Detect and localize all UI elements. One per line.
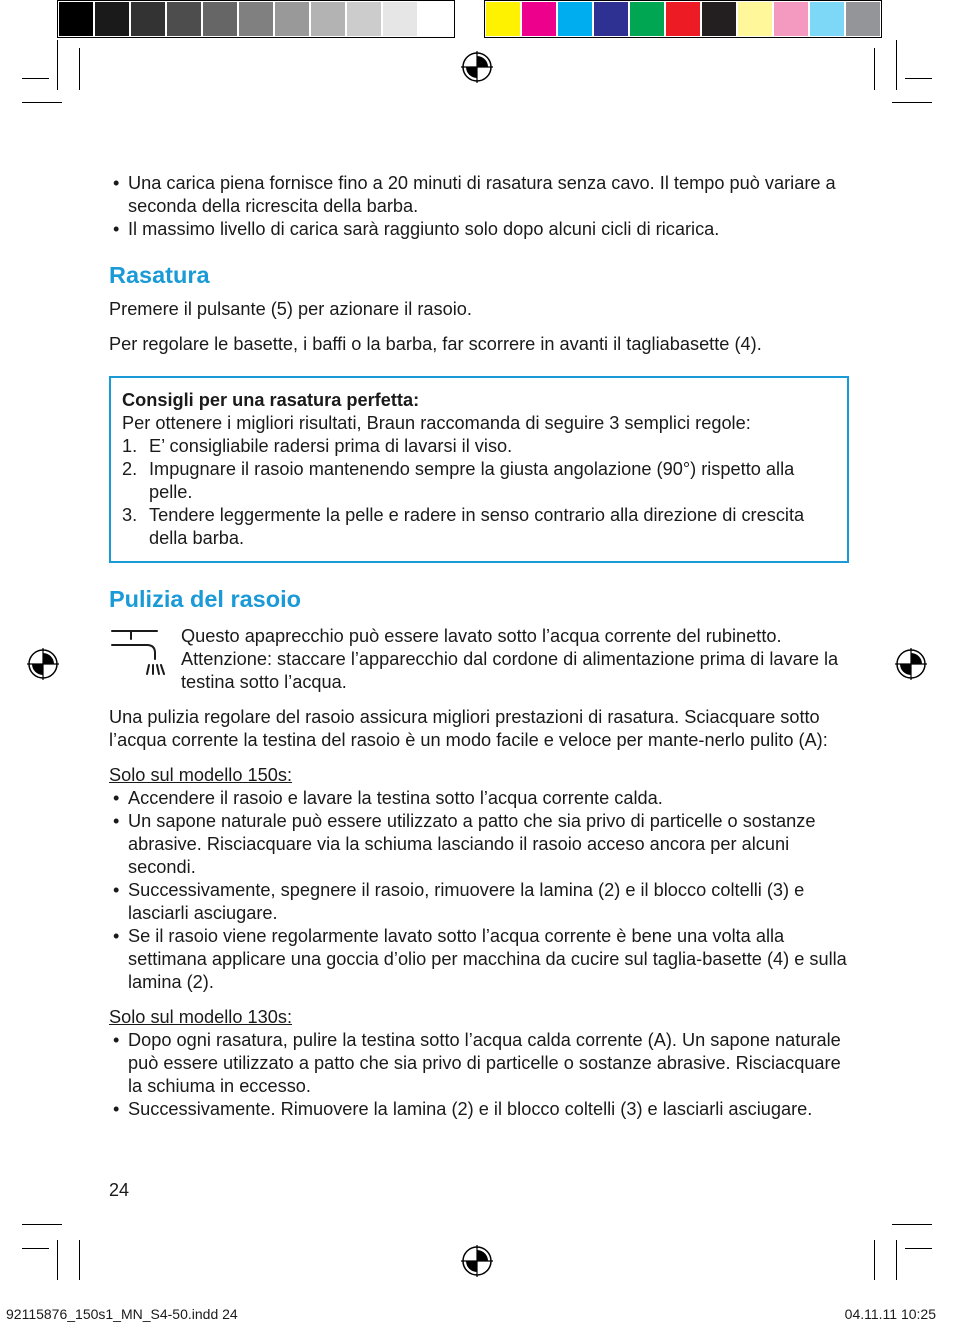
model-150s-bullet-list <box>109 787 849 994</box>
crop-mark <box>874 1240 875 1280</box>
tips-box <box>109 376 849 563</box>
page-content <box>109 172 849 1121</box>
crop-mark <box>892 102 932 103</box>
crop-mark <box>22 1224 62 1225</box>
color-swatch <box>809 1 845 37</box>
tips-intro: Per ottenere i migliori risultati, Braun raccomanda di seguire 3 semplici regole: <box>122 413 751 433</box>
color-calibration-bar <box>484 0 882 38</box>
registration-target-icon <box>27 648 59 680</box>
color-swatch <box>485 1 521 37</box>
crop-mark <box>896 40 897 90</box>
page-number: 24 <box>109 1180 130 1200</box>
section-heading-rasatura: Rasatura <box>109 262 210 288</box>
list-item: • Se il rasoio viene regolarmente lavato sotto l’acqua corrente è bene una volta alla settimana applicare una goccia d’olio per macchina da cucire sul taglia-basette (4) e sulla lamina (2). <box>109 925 849 994</box>
rinse-notice <box>109 625 849 694</box>
paragraph: Una pulizia regolare del rasoio assicura migliori prestazioni di rasatura. Sciacquare sotto l’acqua corrente la testina del rasoio è un modo facile e veloce per mante-nerlo pulito (A): <box>109 707 828 750</box>
color-swatch <box>665 1 701 37</box>
color-swatch <box>202 1 238 37</box>
tips-title: Consigli per una rasatura perfetta: <box>122 390 420 410</box>
color-swatch <box>58 1 94 37</box>
color-swatch <box>94 1 130 37</box>
rinse-text <box>181 625 849 694</box>
crop-mark <box>57 1240 58 1280</box>
color-swatch <box>629 1 665 37</box>
paragraph: Attenzione: staccare l’apparecchio dal cordone di alimentazione prima di lavare la testina sotto l’acqua. <box>181 649 839 692</box>
list-item <box>122 504 836 550</box>
subheading-model-130s: Solo sul modello 130s: <box>109 1007 292 1027</box>
registration-target-icon <box>895 648 927 680</box>
crop-mark <box>896 1240 897 1280</box>
model-130s-bullet-list <box>109 1029 849 1121</box>
color-swatch <box>238 1 274 37</box>
color-swatch <box>845 1 881 37</box>
crop-mark <box>905 1248 932 1249</box>
grayscale-calibration-bar <box>57 0 455 38</box>
color-swatch <box>521 1 557 37</box>
registration-target-icon <box>461 1245 493 1277</box>
step-number: 2. <box>122 459 138 479</box>
footer-filename: 92115876_150s1_MN_S4-50.indd 24 <box>6 1306 238 1322</box>
color-swatch <box>701 1 737 37</box>
crop-mark <box>22 78 49 79</box>
list-item: • Un sapone naturale può essere utilizzato a patto che sia privo di particelle o sostanze abrasive. Risciacquare via la schiuma lasciando il rasoio acceso ancora per alcuni secondi. <box>109 810 849 879</box>
faucet-icon <box>109 627 165 679</box>
crop-mark <box>905 78 932 79</box>
section-heading-pulizia: Pulizia del rasoio <box>109 586 301 612</box>
crop-mark <box>79 1240 80 1280</box>
paragraph: Per regolare le basette, i baffi o la barba, far scorrere in avanti il tagliabasette (4). <box>109 334 762 354</box>
crop-mark <box>22 102 62 103</box>
color-swatch <box>593 1 629 37</box>
step-number: 3. <box>122 505 138 525</box>
list-item: • Dopo ogni rasatura, pulire la testina sotto l’acqua calda corrente (A). Un sapone naturale può essere utilizzato a patto che sia privo di particelle o sostanze abrasive. Risciacquare la schiuma in eccesso. <box>109 1029 849 1098</box>
registration-target-icon <box>461 51 493 83</box>
color-swatch <box>310 1 346 37</box>
color-swatch <box>346 1 382 37</box>
step-text: Tendere leggermente la pelle e radere in senso contrario alla direzione di crescita della barba. <box>149 505 805 548</box>
step-text: Impugnare il rasoio mantenendo sempre la giusta angolazione (90°) rispetto alla pelle. <box>149 459 795 502</box>
list-item <box>122 458 836 504</box>
crop-mark <box>874 48 875 90</box>
list-item: • Successivamente, spegnere il rasoio, rimuovere la lamina (2) e il blocco coltelli (3) e lasciarli asciugare. <box>109 879 849 925</box>
tips-list <box>122 435 836 550</box>
color-swatch <box>557 1 593 37</box>
crop-mark <box>22 1248 49 1249</box>
color-swatch <box>166 1 202 37</box>
paragraph: Premere il pulsante (5) per azionare il rasoio. <box>109 299 472 319</box>
list-item <box>122 435 836 458</box>
crop-mark <box>79 48 80 90</box>
color-swatch <box>418 1 454 37</box>
list-item: • Accendere il rasoio e lavare la testina sotto l’acqua corrente calda. <box>109 787 849 810</box>
list-item: • Il massimo livello di carica sarà raggiunto solo dopo alcuni cicli di ricarica. <box>109 218 849 241</box>
list-item: • Una carica piena fornisce fino a 20 minuti di rasatura senza cavo. Il tempo può variare a seconda della ricrescita della barba. <box>109 172 849 218</box>
footer-timestamp: 04.11.11 10:25 <box>844 1306 936 1322</box>
step-text: E’ consigliabile radersi prima di lavarsi il viso. <box>149 436 513 456</box>
subheading-model-150s: Solo sul modello 150s: <box>109 765 292 785</box>
intro-bullet-list <box>109 172 849 241</box>
step-number: 1. <box>122 436 138 456</box>
color-swatch <box>773 1 809 37</box>
color-swatch <box>737 1 773 37</box>
color-swatch <box>274 1 310 37</box>
color-swatch <box>382 1 418 37</box>
color-swatch <box>130 1 166 37</box>
crop-mark <box>57 40 58 90</box>
paragraph: Questo apaprecchio può essere lavato sotto l’acqua corrente del rubinetto. <box>181 626 782 646</box>
list-item: • Successivamente. Rimuovere la lamina (2) e il blocco coltelli (3) e lasciarli asciugare. <box>109 1098 849 1121</box>
faucet-icon-wrap <box>109 625 181 694</box>
crop-mark <box>892 1224 932 1225</box>
